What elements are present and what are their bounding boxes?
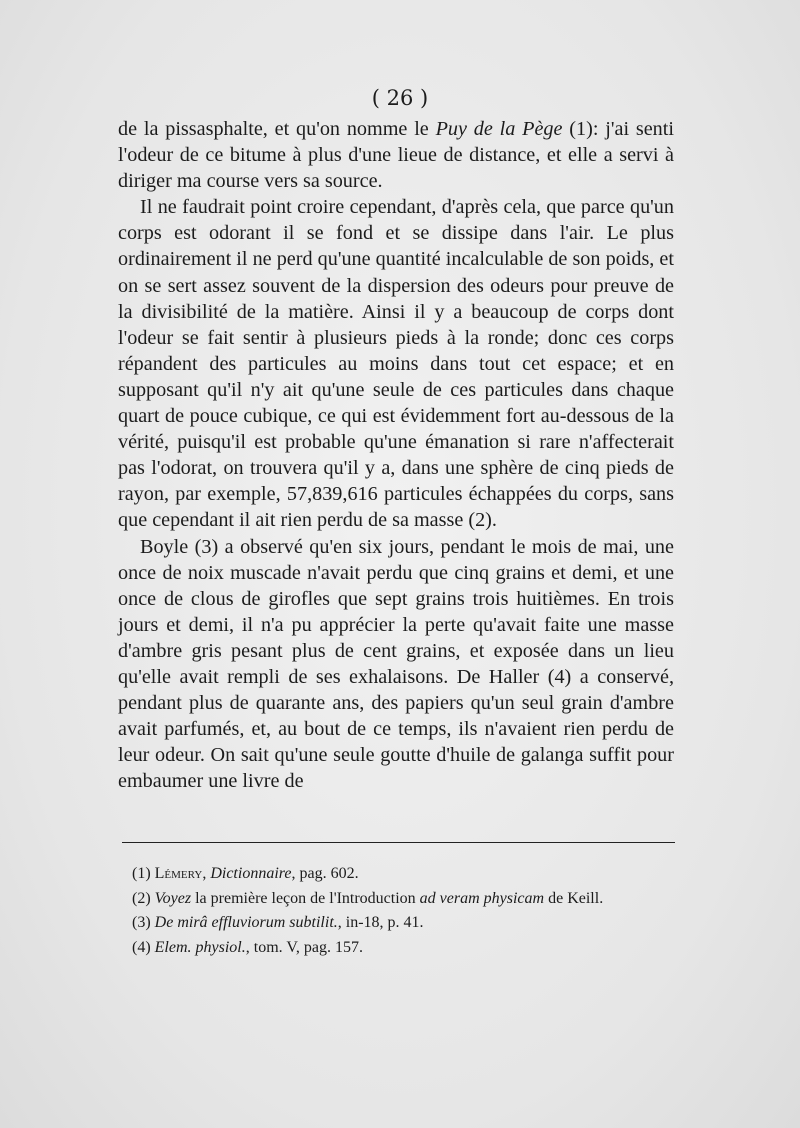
page-number: ( 26 )	[371, 86, 429, 110]
paragraph-1-text-b: (1): j'ai senti l'odeur de ce bitume à plus d'une lieue de distance, et elle a servi à diriger ma course vers sa source.	[118, 118, 674, 193]
footnote-2-text-b: de Keill.	[544, 889, 604, 907]
footnote-1-separator: ,	[202, 865, 211, 882]
footnote-2	[118, 887, 674, 912]
footnote-3	[118, 911, 674, 936]
paragraph-2: Il ne faudrait point croire cependant, d'après cela, que parce qu'un corps est odorant il se fond et se dissipe dans l'air. Le plus ordinairement il ne perd qu'une quantité incalculable de son poids, et on se sert assez souvent de la dispersion des odeurs pour preuve de la divisibilité de la matière. Ainsi il y a beaucoup de corps dont l'odeur se fait sentir à plusieurs pieds à la ronde; donc ces corps répandent des particules au moins dans tout cet espace; et en supposant qu'il n'y ait qu'une seule de ces particules dans chaque quart de pouce cubique, ce qui est évidemment fort au-dessous de la vérité, puisqu'il est probable qu'une émanation si rare n'affecterait pas l'odorat, on trouvera qu'il y a, dans une sphère de cinq pieds de rayon, par exemple, 57,839,616 particules échappées du corps, sans que cependant il ait rien perdu de sa masse (2).	[118, 196, 674, 532]
footnote-3-title: De mirâ effluviorum subtilit.	[154, 914, 338, 931]
footnote-4	[118, 936, 674, 961]
footnote-3-number: (3)	[132, 914, 155, 931]
place-name: Puy de la Pège	[435, 118, 563, 140]
paragraph-1	[118, 116, 674, 194]
body-text	[118, 116, 674, 794]
footnote-1-number: (1)	[132, 865, 155, 882]
footnote-4-number: (4)	[132, 938, 155, 956]
footnote-2-title: ad veram physicam	[419, 889, 545, 907]
footnote-2-text-a: la première leçon de l'Introduction	[191, 889, 420, 907]
footnote-1-author: Lémery	[154, 865, 203, 882]
paragraph-3: Boyle (3) a observé qu'en six jours, pendant le mois de mai, une once de noix muscade n'avait perdu que cinq grains et demi, et une once de clous de girofles que sept grains trois huitièmes. En trois jours et demi, il n'a pu apprécier la perte qu'avait faite une masse d'ambre gris pesant plus de cent grains, et exposée dans un lieu qu'elle avait rempli de ses exhalaisons. De Haller (4) a conservé, pendant plus de quarante ans, des papiers qu'un seul grain d'ambre avait parfumés, et, au bout de ce temps, ils n'avaient rien perdu de leur odeur. On sait qu'une seule goutte d'huile de galanga suffit pour embaumer une livre de	[118, 535, 674, 793]
footnote-1-rest: , pag. 602.	[291, 865, 359, 882]
footnote-1-title: Dictionnaire	[210, 865, 292, 882]
footnotes	[118, 862, 674, 960]
footnote-3-rest: , in-18, p. 41.	[337, 914, 424, 931]
footnote-2-number: (2)	[132, 889, 155, 907]
paragraph-1-text-a: de la pissasphalte, et qu'on nomme le	[118, 118, 436, 140]
footnote-1	[118, 862, 674, 887]
footnote-divider	[122, 842, 675, 843]
footnote-2-voyez: Voyez	[154, 889, 192, 907]
footnote-4-rest: , tom. V, pag. 157.	[245, 938, 363, 956]
footnote-4-title: Elem. physiol.	[154, 938, 246, 956]
